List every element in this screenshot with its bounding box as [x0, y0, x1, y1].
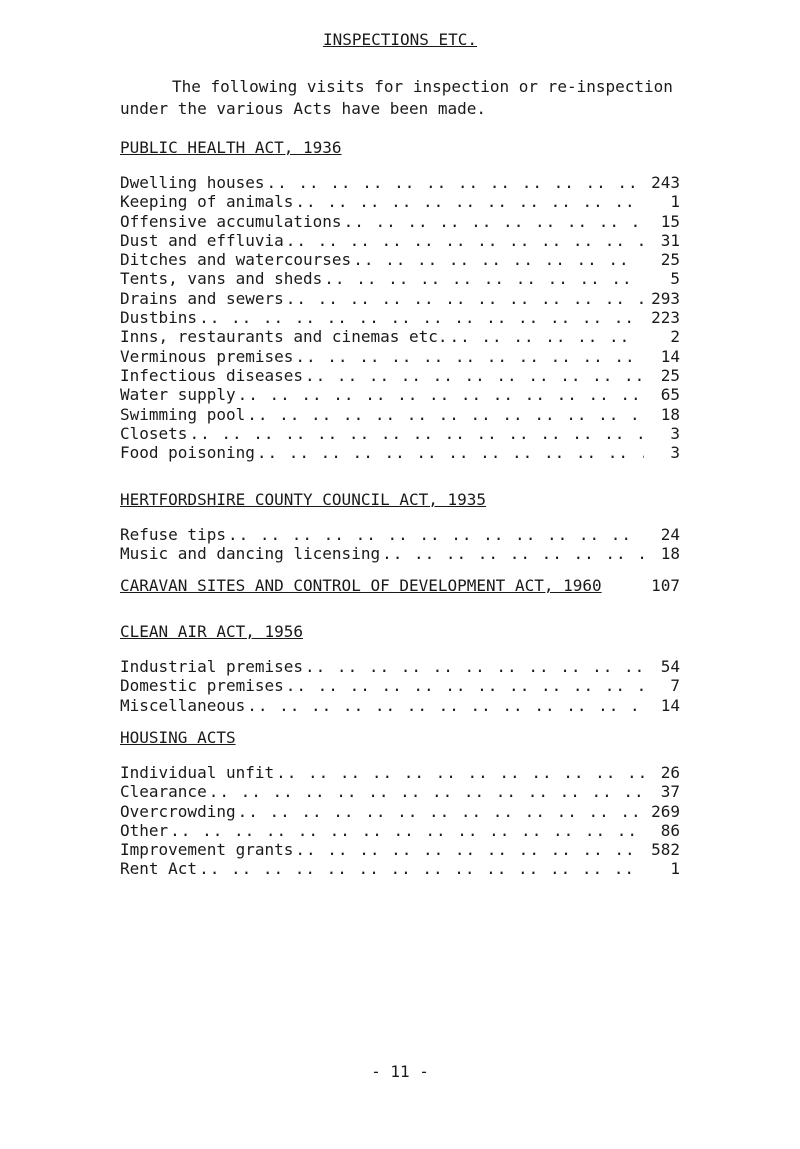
list-item [120, 443, 680, 462]
item-label: Dustbins [120, 308, 198, 328]
section-public-health-act [120, 138, 680, 462]
item-value: 1 [670, 859, 680, 879]
item-value: 2 [670, 327, 680, 347]
item-value: 3 [670, 443, 680, 463]
item-label: Individual unfit [120, 763, 275, 782]
dot-leader [305, 657, 644, 676]
dot-leader [305, 366, 644, 385]
section-caravan-sites-act [120, 576, 680, 596]
dot-leader [344, 212, 644, 231]
list-item [120, 821, 680, 840]
item-value: 582 [651, 840, 680, 860]
item-label: Music and dancing licensing [120, 544, 381, 564]
item-value: 15 [660, 211, 680, 231]
section-heading: HERTFORDSHIRE COUNTY COUNCIL ACT, 1935 [120, 490, 487, 509]
item-label: Miscellaneous [120, 695, 246, 715]
section-housing-acts [120, 728, 680, 879]
item-label: Tents, vans and sheds [120, 269, 323, 289]
item-label: Other [120, 820, 169, 840]
dot-leader [276, 763, 644, 782]
item-value: 269 [651, 801, 680, 821]
dot-leader [295, 840, 644, 859]
list-item [120, 327, 680, 346]
item-label: Overcrowding [120, 801, 236, 821]
item-list [120, 525, 680, 564]
dot-leader [324, 269, 644, 288]
section-heading: CLEAN AIR ACT, 1956 [120, 622, 304, 641]
item-label: Improvement grants [120, 840, 294, 860]
item-value: 3 [670, 423, 680, 443]
dot-leader [353, 250, 644, 269]
list-item [120, 696, 680, 715]
list-item [120, 405, 680, 424]
item-value: 18 [660, 544, 680, 564]
item-value: 25 [660, 250, 680, 270]
dot-leader [189, 424, 644, 443]
list-item [120, 385, 680, 404]
list-item [120, 657, 680, 676]
list-item [120, 859, 680, 878]
list-item [120, 782, 680, 801]
section-clean-air-act [120, 622, 680, 715]
page-number: - 11 - [371, 1062, 429, 1081]
dot-leader [382, 544, 644, 563]
dot-leader [286, 676, 644, 695]
intro-paragraph [120, 76, 700, 120]
list-item [120, 173, 680, 192]
list-item [120, 308, 680, 327]
item-label: Drains and sewers [120, 288, 284, 308]
item-value: 25 [660, 365, 680, 385]
dot-leader [247, 696, 644, 715]
item-label: Keeping of animals [120, 192, 294, 212]
item-label: Domestic premises [120, 676, 284, 696]
item-list [120, 763, 680, 879]
item-label: Swimming pool [120, 404, 246, 424]
dot-leader [450, 327, 644, 346]
item-value: 14 [660, 346, 680, 366]
item-value: 14 [660, 695, 680, 715]
item-value: 26 [660, 763, 680, 782]
dot-leader [238, 385, 644, 404]
section-heading: PUBLIC HEALTH ACT, 1936 [120, 138, 342, 157]
dot-leader [238, 802, 644, 821]
page-title: INSPECTIONS ETC. [322, 30, 478, 49]
list-item [120, 366, 680, 385]
item-label: Offensive accumulations [120, 211, 342, 231]
item-value: 65 [660, 385, 680, 405]
dot-leader [199, 859, 644, 878]
section-heading: HOUSING ACTS [120, 728, 236, 747]
list-item [120, 250, 680, 269]
item-value: 107 [651, 576, 680, 595]
item-label: Clearance [120, 782, 207, 802]
item-value: 37 [660, 782, 680, 802]
list-item [120, 192, 680, 211]
intro-line-1: The following visits for inspection or re-inspection [172, 77, 673, 96]
section-hertfordshire-act [120, 490, 680, 564]
item-value: 18 [660, 404, 680, 424]
list-item [120, 802, 680, 821]
item-label: Verminous premises [120, 346, 294, 366]
item-label: Closets [120, 423, 188, 443]
dot-leader [257, 443, 644, 462]
list-item [120, 231, 680, 250]
dot-leader [295, 192, 644, 211]
section-heading: CARAVAN SITES AND CONTROL OF DEVELOPMENT ACT, 1960 [120, 576, 602, 595]
list-item [120, 269, 680, 288]
dot-leader [170, 821, 644, 840]
item-list [120, 173, 680, 462]
item-value: 293 [651, 288, 680, 308]
item-value: 31 [660, 230, 680, 250]
item-label: Inns, restaurants and cinemas etc. [120, 327, 448, 347]
section-heading-row [120, 576, 680, 596]
item-label: Ditches and watercourses [120, 250, 352, 270]
item-label: Rent Act [120, 859, 198, 879]
item-value: 24 [660, 525, 680, 544]
list-item [120, 763, 680, 782]
item-value: 7 [670, 676, 680, 696]
dot-leader [247, 405, 644, 424]
list-item [120, 289, 680, 308]
item-value: 223 [651, 308, 680, 328]
dot-leader [199, 308, 644, 327]
item-label: Infectious diseases [120, 365, 304, 385]
item-label: Refuse tips [120, 525, 226, 544]
item-value: 5 [670, 269, 680, 289]
list-item [120, 544, 680, 563]
item-value: 86 [660, 820, 680, 840]
intro-line-2: under the various Acts have been made. [120, 99, 487, 118]
dot-leader [267, 173, 645, 192]
item-label: Food poisoning [120, 443, 255, 463]
list-item [120, 840, 680, 859]
item-label: Water supply [120, 385, 236, 405]
list-item [120, 525, 680, 544]
item-value: 54 [660, 657, 680, 676]
dot-leader [228, 525, 644, 544]
item-value: 243 [651, 173, 680, 192]
dot-leader [286, 231, 644, 250]
list-item [120, 676, 680, 695]
item-list [120, 657, 680, 715]
item-label: Dwelling houses [120, 173, 265, 192]
item-label: Industrial premises [120, 657, 304, 676]
dot-leader [286, 289, 644, 308]
item-label: Dust and effluvia [120, 230, 284, 250]
dot-leader [295, 347, 644, 366]
list-item [120, 347, 680, 366]
list-item [120, 212, 680, 231]
item-value: 1 [670, 192, 680, 212]
dot-leader [209, 782, 644, 801]
list-item [120, 424, 680, 443]
